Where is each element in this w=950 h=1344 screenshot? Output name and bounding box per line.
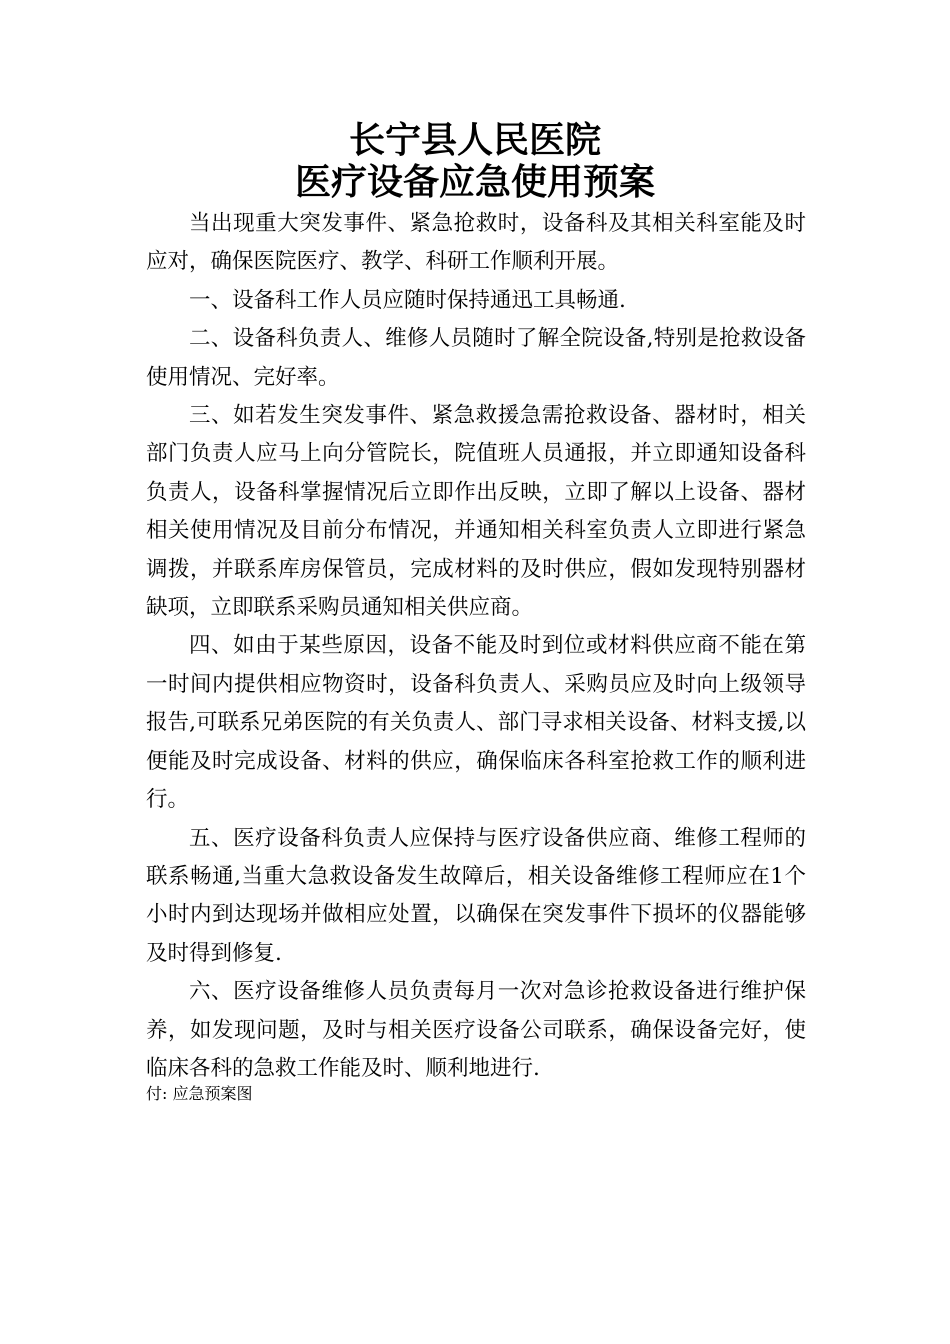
paragraph-item-4: 四、如由于某些原因，设备不能及时到位或材料供应商不能在第一时间内提供相应物资时，设备科负责人、采购员应及时向上级领导报告,可联系兄弟医院的有关负责人、部门寻求相关设备、材料支援,以便能及时完成设备、材料的供应，确保临床各科室抢救工作的顺利进行。 <box>146 633 806 813</box>
document-title-plan: 医疗设备应急使用预案 <box>294 162 655 203</box>
paragraph-intro: 当出现重大突发事件、紧急抢救时，设备科及其相关科室能及时应对，确保医院医疗、教学、科研工作顺利开展。 <box>146 211 806 275</box>
paragraph-item-3: 三、如若发生突发事件、紧急救援急需抢救设备、器材时，相关部门负责人应马上向分管院长，院值班人员通报，并立即通知设备科负责人，设备科掌握情况后立即作出反映，立即了解以上设备、器材相关使用情况及目前分布情况，并通知相关科室负责人立即进行紧急调拨，并联系库房保管员，完成材料的及时供应，假如发现特别器材缺项，立即联系采购员通知相关供应商。 <box>146 403 806 621</box>
paragraph-item-1: 一、设备科工作人员应随时保持通迅工具畅通. <box>189 287 626 313</box>
document-title-hospital: 长宁县人民医院 <box>348 120 601 161</box>
attachment-note: 付: 应急预案图 <box>146 1084 253 1103</box>
paragraph-item-5: 五、医疗设备科负责人应保持与医疗设备供应商、维修工程师的联系畅通,当重大急救设备发生故障后，相关设备维修工程师应在1个小时内到达现场并做相应处置，以确保在突发事件下损坏的仪器能够及时得到修复. <box>146 825 806 966</box>
paragraph-item-6: 六、医疗设备维修人员负责每月一次对急诊抢救设备进行维护保养，如发现问题，及时与相关医疗设备公司联系，确保设备完好，使临床各科的急救工作能及时、顺利地进行. <box>146 979 806 1081</box>
paragraph-item-2: 二、设备科负责人、维修人员随时了解全院设备,特别是抢救设备使用情况、完好率。 <box>146 326 806 390</box>
document-body <box>146 205 806 1088</box>
